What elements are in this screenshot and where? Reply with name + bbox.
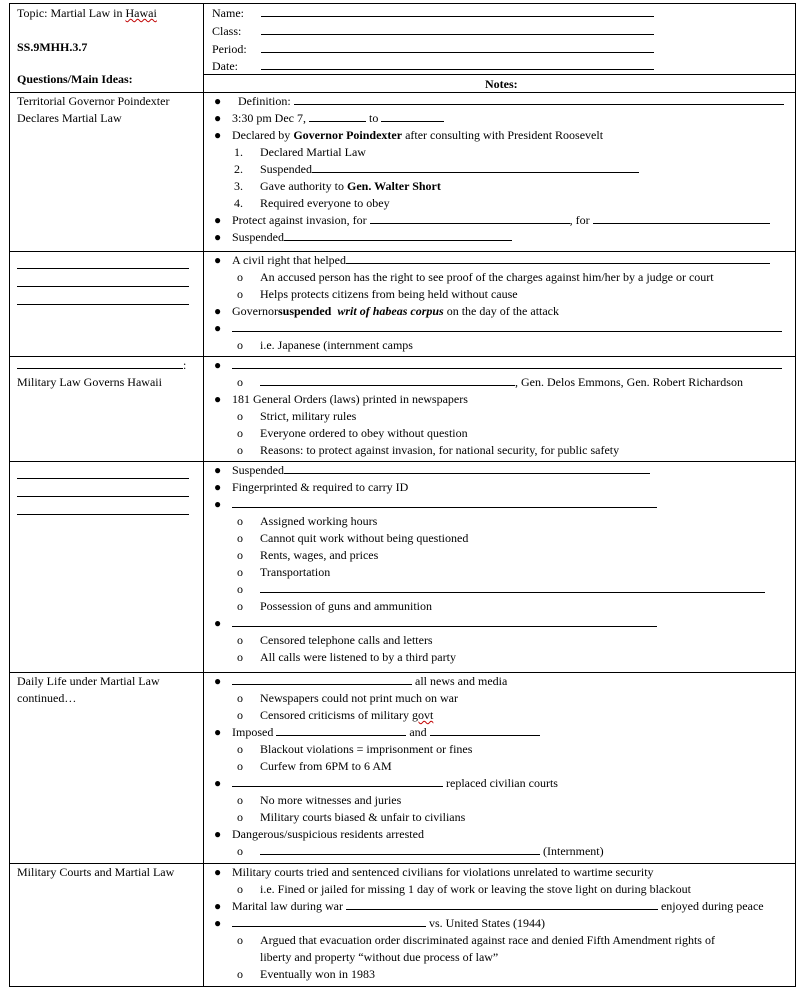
section4-notes — [204, 462, 796, 673]
circle-bullet-icon: o — [237, 375, 243, 389]
class-field[interactable] — [261, 23, 654, 35]
list-item: ● vs. United States (1944) — [214, 916, 545, 930]
circle-bullet-icon: o — [237, 565, 243, 579]
name-label: Name: — [212, 6, 244, 20]
section6-question — [10, 864, 204, 987]
circle-bullet-icon: o — [237, 270, 243, 284]
section1-question — [10, 93, 204, 252]
section1-title-line1: Territorial Governor Poindexter — [17, 94, 170, 108]
circle-bullet-icon: o — [237, 599, 243, 613]
blank-line[interactable] — [232, 496, 657, 508]
list-item: o Strict, military rules — [237, 409, 357, 423]
list-item: ● 181 General Orders (laws) printed in newspapers — [214, 392, 468, 406]
circle-bullet-icon: o — [237, 426, 243, 440]
date-field[interactable] — [261, 58, 654, 70]
section-habeas-corpus — [10, 252, 796, 357]
section6-title-line1: Military Courts and Martial Law — [17, 865, 175, 879]
bullet-icon: ● — [214, 497, 222, 511]
list-item: ● Fingerprinted & required to carry ID — [214, 480, 409, 494]
list-item: ● replaced civilian courts — [214, 776, 558, 790]
list-item: o An accused person has the right to see proof of the charges against him/her by a judge or court — [237, 270, 714, 284]
circle-bullet-icon: o — [237, 633, 243, 647]
circle-bullet-icon: o — [237, 793, 243, 807]
list-item: o Cannot quit work without being questioned — [237, 531, 469, 545]
list-item — [210, 615, 791, 632]
notes-table — [9, 3, 796, 987]
circle-bullet-icon: o — [237, 582, 243, 596]
circle-bullet-icon: o — [237, 531, 243, 545]
news-blank[interactable] — [232, 673, 412, 685]
internment-blank[interactable] — [260, 843, 540, 855]
date-row — [210, 58, 791, 74]
section5-title-line2: continued… — [17, 691, 77, 705]
section2-question — [10, 252, 204, 357]
circle-bullet-icon: o — [237, 882, 243, 896]
list-item-continuation: liberty and property “without due process of law” — [260, 950, 499, 964]
list-item: o Military courts biased & unfair to civilians — [237, 810, 466, 824]
list-item: 2. Suspended — [210, 161, 791, 178]
section5-question — [10, 673, 204, 864]
bullet-icon: ● — [214, 111, 222, 125]
bullet-icon: ● — [214, 480, 222, 494]
questions-heading: Questions/Main Ideas: — [17, 72, 133, 86]
marital-blank[interactable] — [346, 898, 658, 910]
list-item: ● Suspended — [210, 462, 791, 479]
question-blank[interactable] — [17, 270, 189, 287]
list-item: ● Definition: — [210, 93, 791, 110]
list-item: ● all news and media — [214, 674, 508, 688]
question-blank[interactable] — [17, 288, 189, 305]
circle-bullet-icon: o — [237, 844, 243, 858]
suspended-blank[interactable] — [284, 462, 650, 474]
header-left-cell — [10, 4, 204, 93]
question-blank[interactable] — [17, 462, 189, 479]
bullet-icon: ● — [214, 358, 222, 372]
circle-bullet-icon: o — [237, 650, 243, 664]
circle-bullet-icon: o — [237, 810, 243, 824]
circle-bullet-icon: o — [237, 742, 243, 756]
section1-notes — [204, 93, 796, 252]
bullet-icon: ● — [214, 321, 222, 335]
date-label: Date: — [212, 59, 238, 73]
list-item: ● Protect against invasion, for , for — [210, 212, 791, 229]
class-label: Class: — [212, 24, 242, 38]
bullet-icon: ● — [214, 94, 222, 108]
section-military-courts — [10, 864, 796, 987]
section5-notes — [204, 673, 796, 864]
list-item: o i.e. Japanese (internment camps — [237, 338, 413, 352]
notes-heading-bar — [204, 74, 795, 92]
bullet-icon: ● — [214, 865, 222, 879]
section4-question — [10, 462, 204, 673]
list-item: o Argued that evacuation order discriminated against race and denied Fifth Amendment rights of — [237, 933, 715, 947]
bullet-icon: ● — [214, 253, 222, 267]
section3-title-line1: : — [17, 357, 203, 374]
list-item: o Helps protects citizens from being held without cause — [237, 287, 518, 301]
civil-right-blank[interactable] — [346, 252, 770, 264]
section-daily-life-continued — [10, 673, 796, 864]
topic-place: Hawai — [125, 6, 157, 20]
circle-bullet-icon: o — [237, 409, 243, 423]
list-item: ● Suspended — [210, 229, 791, 246]
notes-heading: Notes: — [485, 77, 518, 91]
bullet-icon: ● — [214, 230, 222, 244]
list-item: o Rents, wages, and prices — [237, 548, 379, 562]
protect-blank-1[interactable] — [370, 212, 570, 224]
bullet-icon: ● — [214, 304, 222, 318]
bullet-icon: ● — [214, 463, 222, 477]
list-item: o Assigned working hours — [237, 514, 378, 528]
circle-bullet-icon: o — [237, 548, 243, 562]
bullet-icon: ● — [214, 776, 222, 790]
list-item: ● 3:30 pm Dec 7, to — [210, 110, 791, 127]
name-row — [210, 5, 791, 21]
list-item: 1. Declared Martial Law — [234, 145, 366, 159]
protect-blank-2[interactable] — [593, 212, 770, 224]
general-blank[interactable] — [260, 374, 515, 386]
list-item: ● Governorsuspended writ of habeas corpus on the day of the attack — [214, 304, 560, 318]
list-item: ● Declared by Governor Poindexter after consulting with President Roosevelt — [214, 128, 604, 142]
list-item — [210, 320, 791, 337]
section-military-law — [10, 357, 796, 462]
section1-title-line2: Declares Martial Law — [17, 111, 122, 125]
circle-bullet-icon: o — [237, 514, 243, 528]
question-blank[interactable] — [17, 498, 189, 515]
section5-title-line1: Daily Life under Martial Law — [17, 674, 160, 688]
list-item — [210, 496, 791, 513]
list-item: ● Military courts tried and sentenced civilians for violations unrelated to wartime security — [214, 865, 654, 879]
case-blank[interactable] — [232, 915, 426, 927]
list-item: o Reasons: to protect against invasion, for national security, for public safety — [237, 443, 620, 457]
period-label: Period: — [212, 42, 247, 56]
circle-bullet-icon: o — [237, 443, 243, 457]
blank-line[interactable] — [232, 615, 657, 627]
circle-bullet-icon: o — [237, 759, 243, 773]
suspended-blank-2[interactable] — [284, 229, 512, 241]
name-field[interactable] — [261, 5, 654, 17]
period-field[interactable] — [261, 41, 654, 53]
list-item: o All calls were listened to by a third party — [237, 650, 456, 664]
blank-line[interactable] — [232, 320, 782, 332]
bullet-icon: ● — [214, 213, 222, 227]
suspended-blank[interactable] — [312, 161, 639, 173]
section-daily-life — [10, 462, 796, 673]
topic-label: Topic: Martial Law in — [17, 6, 126, 20]
class-row — [210, 23, 791, 39]
list-item: o Newspapers could not print much on war — [237, 691, 458, 705]
definition-blank[interactable] — [294, 93, 784, 105]
list-item: ● Imposed and — [210, 724, 791, 741]
bullet-icon: ● — [214, 725, 222, 739]
list-item: o Censored telephone calls and letters — [237, 633, 433, 647]
section-martial-law-declared — [10, 93, 796, 252]
circle-bullet-icon: o — [237, 338, 243, 352]
section3-question — [10, 357, 204, 462]
section6-notes — [204, 864, 796, 987]
list-item: o Curfew from 6PM to 6 AM — [237, 759, 392, 773]
header-right-cell — [204, 4, 796, 93]
question-blank[interactable] — [17, 252, 189, 269]
list-item: ● Marital law during war enjoyed during peace — [214, 899, 764, 913]
list-item: o No more witnesses and juries — [237, 793, 402, 807]
blank-line[interactable] — [232, 357, 782, 369]
list-item: ● Dangerous/suspicious residents arrested — [214, 827, 424, 841]
courts-blank[interactable] — [232, 775, 443, 787]
bullet-icon: ● — [214, 899, 222, 913]
list-item: 4. Required everyone to obey — [234, 196, 390, 210]
imposed-blank-1[interactable] — [276, 724, 406, 736]
list-item: o Eventually won in 1983 — [237, 967, 375, 981]
list-item: o Blackout violations = imprisonment or fines — [237, 742, 473, 756]
bullet-icon: ● — [214, 392, 222, 406]
list-item: 3. Gave authority to Gen. Walter Short — [234, 179, 441, 193]
topic-line — [17, 5, 203, 21]
bullet-icon: ● — [214, 827, 222, 841]
period-row — [210, 41, 791, 57]
question-blank[interactable] — [17, 357, 183, 369]
list-item — [210, 357, 791, 374]
bullet-icon: ● — [214, 616, 222, 630]
list-item: o Everyone ordered to obey without question — [237, 426, 468, 440]
standard-code: SS.9MHH.3.7 — [17, 40, 88, 54]
list-item: o , Gen. Delos Emmons, Gen. Robert Richardson — [237, 375, 743, 389]
imposed-blank-2[interactable] — [430, 724, 540, 736]
section3-title-line2: Military Law Governs Hawaii — [17, 375, 162, 389]
section3-notes — [204, 357, 796, 462]
blank-line[interactable] — [260, 581, 765, 593]
bullet-icon: ● — [214, 128, 222, 142]
date-blank[interactable] — [309, 110, 366, 122]
header-row — [10, 4, 796, 93]
list-item — [210, 581, 791, 598]
circle-bullet-icon: o — [237, 708, 243, 722]
list-item: o Censored criticisms of military govt — [237, 708, 434, 722]
bullet-icon: ● — [214, 674, 222, 688]
list-item: o i.e. Fined or jailed for missing 1 day of work or leaving the stove light on during blackout — [237, 882, 691, 896]
notes-worksheet — [9, 3, 791, 983]
list-item: o (Internment) — [237, 844, 604, 858]
circle-bullet-icon: o — [237, 967, 243, 981]
circle-bullet-icon: o — [237, 933, 243, 947]
list-item: o Possession of guns and ammunition — [237, 599, 433, 613]
circle-bullet-icon: o — [237, 691, 243, 705]
bullet-icon: ● — [214, 916, 222, 930]
section2-notes — [204, 252, 796, 357]
list-item: o Transportation — [237, 565, 331, 579]
end-date-blank[interactable] — [381, 110, 444, 122]
circle-bullet-icon: o — [237, 287, 243, 301]
question-blank[interactable] — [17, 480, 189, 497]
list-item: ● A civil right that helped — [210, 252, 791, 269]
